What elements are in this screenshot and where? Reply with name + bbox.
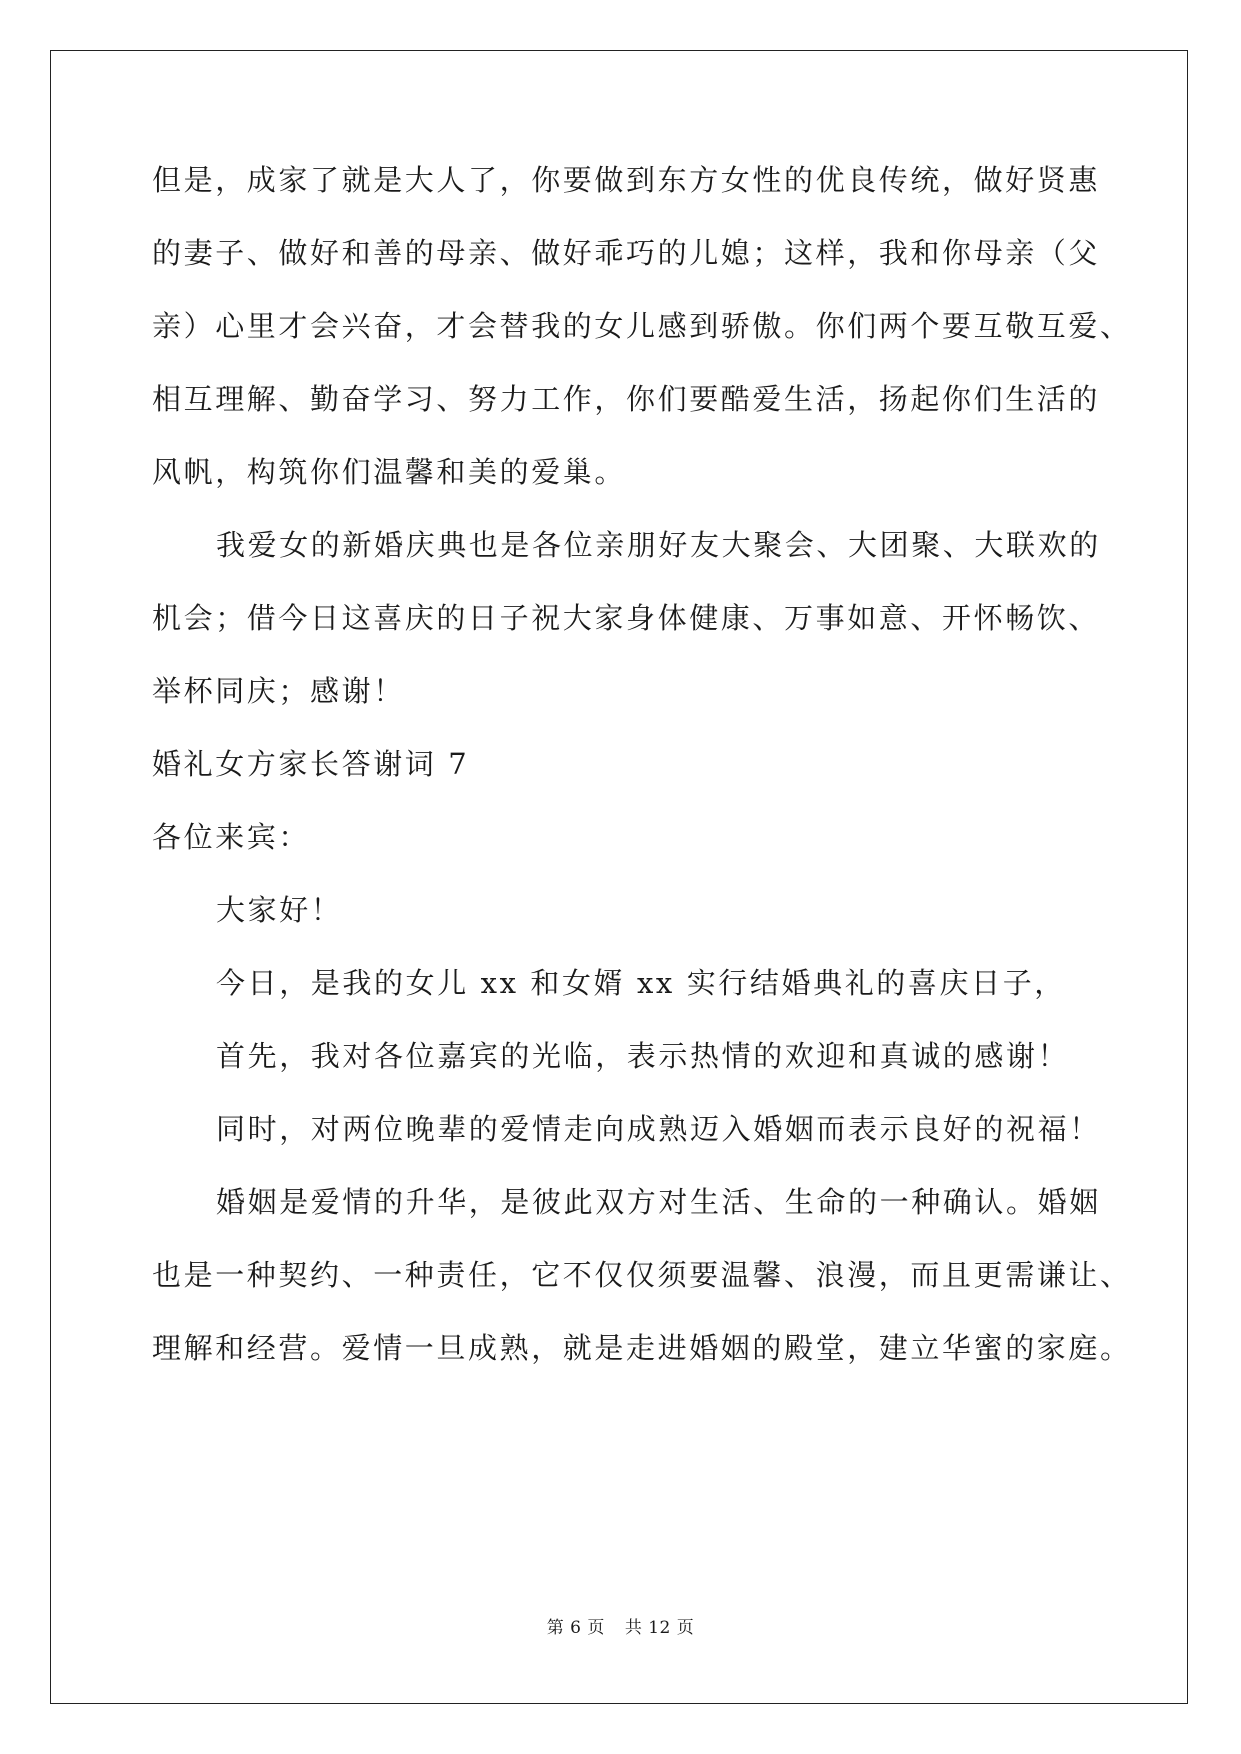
greeting: 大家好！ — [216, 893, 343, 927]
text-line: 理解和经营。爱情一旦成熟，就是走进婚姻的殿堂，建立华蜜的家庭。 — [152, 1331, 1132, 1365]
page-number: 第 6 页 — [546, 1618, 605, 1638]
paragraph-start: 婚姻是爱情的升华，是彼此双方对生活、生命的一种确认。婚姻 — [216, 1185, 1101, 1219]
text-line: 也是一种契约、一种责任，它不仅仅须要温馨、浪漫，而且更需谦让、 — [152, 1258, 1132, 1292]
page-total: 共 12 页 — [624, 1618, 695, 1638]
paragraph-start: 首先，我对各位嘉宾的光临，表示热情的欢迎和真诚的感谢！ — [216, 1039, 1070, 1073]
paragraph-start: 今日，是我的女儿 xx 和女婿 xx 实行结婚典礼的喜庆日子， — [216, 966, 1066, 1000]
section-heading: 婚礼女方家长答谢词 7 — [152, 747, 470, 781]
text-line: 风帆，构筑你们温馨和美的爱巢。 — [152, 455, 627, 489]
text-line: 机会；借今日这喜庆的日子祝大家身体健康、万事如意、开怀畅饮、 — [152, 601, 1101, 635]
paragraph-start: 我爱女的新婚庆典也是各位亲朋好友大聚会、大团聚、大联欢的 — [216, 528, 1101, 562]
text-line: 的妻子、做好和善的母亲、做好乖巧的儿媳；这样，我和你母亲（父 — [152, 236, 1101, 270]
paragraph-start: 同时，对两位晚辈的爱情走向成熟迈入婚姻而表示良好的祝福！ — [216, 1112, 1101, 1146]
salutation: 各位来宾： — [152, 820, 311, 854]
text-line: 相互理解、勤奋学习、努力工作，你们要酷爱生活，扬起你们生活的 — [152, 382, 1101, 416]
text-line: 但是，成家了就是大人了，你要做到东方女性的优良传统，做好贤惠 — [152, 163, 1101, 197]
page-border — [50, 50, 1188, 1704]
text-line: 举杯同庆；感谢！ — [152, 674, 405, 708]
text-line: 亲）心里才会兴奋，才会替我的女儿感到骄傲。你们两个要互敬互爱、 — [152, 309, 1132, 343]
page-footer — [0, 1616, 1241, 1640]
